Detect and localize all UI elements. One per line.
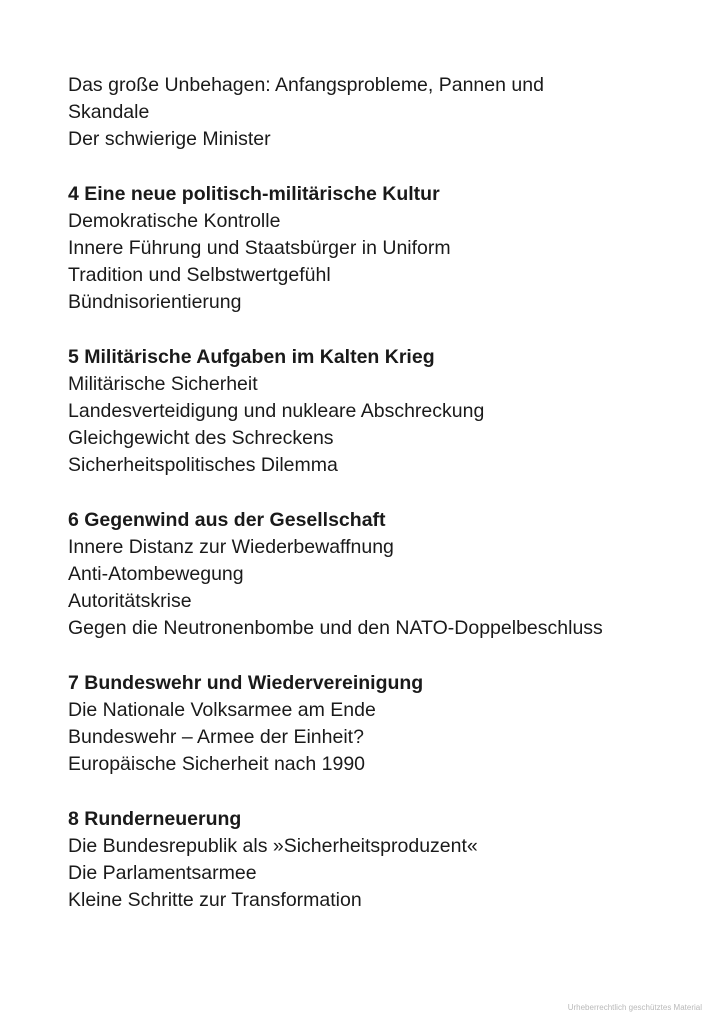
toc-entry: Europäische Sicherheit nach 1990 [68,753,366,775]
toc-entry: Bundeswehr – Armee der Einheit? [68,726,364,748]
toc-entry: Militärische Sicherheit [68,373,258,395]
toc-entry: Das große Unbehagen: Anfangsprobleme, Pannen und Skandale [68,74,544,123]
toc-entry: Sicherheitspolitisches Dilemma [68,454,338,476]
toc-entry: Innere Distanz zur Wiederbewaffnung [68,536,394,558]
chapter-5 [68,344,668,479]
chapter-title: 6 Gegenwind aus der Gesellschaft [68,509,386,531]
chapter-6 [68,507,668,642]
toc-entry: Demokratische Kontrolle [68,210,281,232]
intro-block [68,72,668,153]
toc-entry: Der schwierige Minister [68,128,271,150]
chapter-title: 5 Militärische Aufgaben im Kalten Krieg [68,346,435,368]
toc-entry: Die Bundesrepublik als »Sicherheitsproduzent« [68,835,478,857]
toc-entry: Gleichgewicht des Schreckens [68,427,334,449]
toc-entry: Autoritätskrise [68,590,192,612]
toc-entry: Tradition und Selbstwertgefühl [68,264,331,286]
chapter-title: 8 Runderneuerung [68,808,242,830]
toc-entry: Landesverteidigung und nukleare Abschreckung [68,400,485,422]
table-of-contents [68,72,668,914]
toc-entry: Die Parlamentsarmee [68,862,257,884]
toc-entry: Die Nationale Volksarmee am Ende [68,699,376,721]
chapter-7 [68,670,668,778]
chapter-title: 4 Eine neue politisch-militärische Kultur [68,183,440,205]
chapter-4 [68,181,668,316]
chapter-8 [68,806,668,914]
toc-entry: Innere Führung und Staatsbürger in Uniform [68,237,451,259]
toc-entry: Gegen die Neutronenbombe und den NATO-Doppelbeschluss [68,617,603,639]
toc-entry: Anti-Atombewegung [68,563,244,585]
chapter-title: 7 Bundeswehr und Wiedervereinigung [68,672,424,694]
toc-entry: Kleine Schritte zur Transformation [68,889,362,911]
copyright-watermark: Urheberrechtlich geschütztes Material [567,1003,702,1012]
toc-entry: Bündnisorientierung [68,291,242,313]
